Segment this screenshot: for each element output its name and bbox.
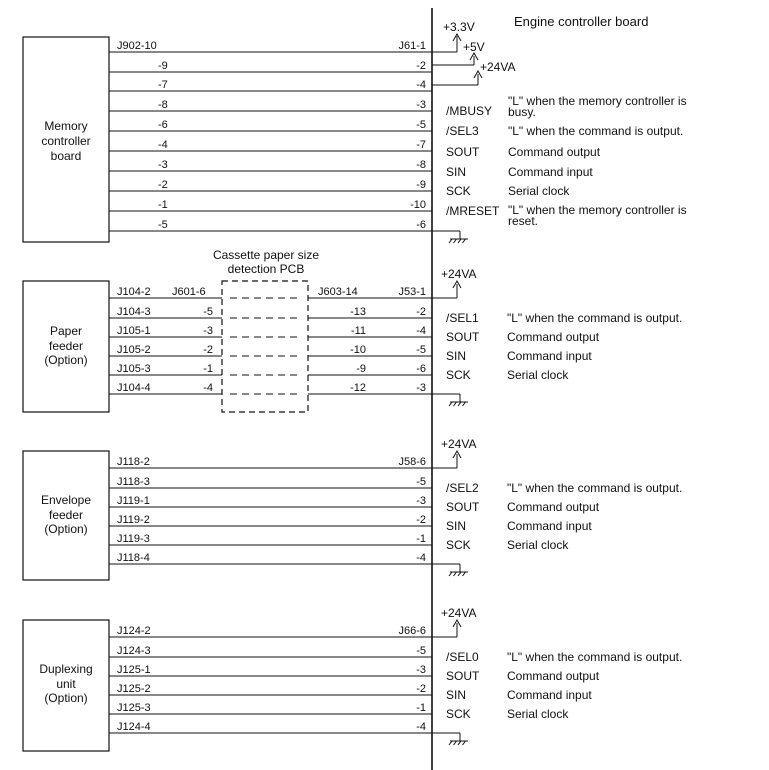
ground-hatch — [454, 572, 457, 576]
envelope_feeder-signal-name: SOUT — [446, 500, 480, 514]
paper_feeder-signal-desc: Command output — [507, 330, 600, 344]
duplexing_unit-left-pin: J125-1 — [117, 664, 151, 676]
envelope_feeder-left-pin: J118-3 — [117, 476, 150, 488]
memory-right-pin: -9 — [416, 179, 426, 191]
mem-signal-mreset: /MRESET — [446, 204, 500, 218]
memory-right-pin: -4 — [416, 79, 426, 91]
duplexing_unit-left-pin: J124-2 — [117, 625, 151, 637]
envelope-feeder-wires — [109, 468, 432, 564]
envelope_feeder-signal-name: SCK — [446, 538, 471, 552]
pcb-right-pin: -12 — [350, 382, 366, 394]
duplexing_unit-signal-desc: Serial clock — [507, 707, 569, 721]
paper_feeder-signal-desc: Serial clock — [507, 368, 569, 382]
paper_feeder-left-pin: J104-4 — [117, 382, 151, 394]
paper_feeder-left-pin: J104-2 — [117, 286, 151, 298]
pcb-right-pin: -11 — [350, 325, 366, 337]
duplexing_unit-right-pin: -1 — [416, 702, 426, 714]
ground-hatch — [454, 402, 457, 406]
duplexing-unit-wires — [109, 637, 432, 733]
ground-hatch — [463, 572, 466, 576]
memory-left-pin: -1 — [158, 199, 168, 211]
pcb-right-pin: J603-14 — [318, 286, 358, 298]
envelope_feeder-right-pin: -1 — [416, 533, 426, 545]
ground-hatch — [449, 402, 452, 406]
option-signals — [432, 267, 682, 721]
paper-box-label-3: (Option) — [44, 353, 88, 367]
paper_feeder-left-pin: J105-3 — [117, 363, 151, 375]
mem-signal-mbusy: /MBUSY — [446, 104, 493, 118]
duplexing_unit-left-pin: J124-3 — [117, 645, 151, 657]
paper_feeder-left-pin: J105-2 — [117, 344, 151, 356]
paper_feeder-signal-desc: Command input — [507, 349, 592, 363]
memory-left-pin: -5 — [158, 219, 168, 231]
memory-right-pins — [398, 40, 426, 231]
mem-desc-sin: Command input — [508, 165, 593, 179]
supply-24va-top-label: +24VA — [480, 60, 516, 74]
mem-signal-sout: SOUT — [446, 145, 480, 159]
envelope_feeder-right-pin: J58-6 — [398, 456, 426, 468]
mem-desc-sck: Serial clock — [508, 184, 570, 198]
envelope_feeder-signal-name: /SEL2 — [446, 481, 479, 495]
envelope_feeder-signal-name: SIN — [446, 519, 467, 533]
envelope_feeder-right-pin: -5 — [416, 476, 426, 488]
mem-desc-mbusy-2: busy. — [508, 105, 536, 119]
mem-desc-sel3: "L" when the command is output. — [508, 124, 684, 138]
ground-hatch — [454, 239, 457, 243]
memory-left-pin: -2 — [158, 179, 168, 191]
paper_feeder-right-pin: J53-1 — [398, 286, 426, 298]
memory-left-pin: -7 — [158, 79, 168, 91]
paper_feeder-right-pin: -2 — [416, 306, 426, 318]
duplexing_unit-right-pin: -5 — [416, 645, 426, 657]
supply-3v3-label: +3.3V — [443, 20, 475, 34]
ground-hatch — [449, 572, 452, 576]
envelope_feeder-signal-desc: Command output — [507, 500, 600, 514]
memory-left-pin: -9 — [158, 60, 168, 72]
memory-right-pin: -5 — [416, 119, 426, 131]
duplexing_unit-signal-desc: "L" when the command is output. — [507, 650, 683, 664]
paper_feeder-right-pin: -4 — [416, 325, 426, 337]
duplexing_unit-supply-label: +24VA — [441, 606, 477, 620]
memory-left-pin: -8 — [158, 99, 168, 111]
ground-hatch — [458, 741, 461, 745]
pcb-right-pin: -9 — [356, 363, 366, 375]
duplex-box-label-2: unit — [56, 677, 76, 691]
pcb-title-2: detection PCB — [227, 262, 305, 276]
duplexing_unit-left-pin: J125-2 — [117, 683, 151, 695]
memory-right-pin: -8 — [416, 159, 426, 171]
envelope_feeder-left-pin: J119-3 — [117, 533, 150, 545]
memory-box-label-2: controller — [41, 134, 91, 148]
ground-hatch — [463, 741, 466, 745]
duplexing_unit-signal-name: /SEL0 — [446, 650, 479, 664]
pcb-right-pin: -10 — [350, 344, 366, 356]
duplexing-unit-pins — [117, 625, 426, 733]
envelope_feeder-right-pin: -3 — [416, 495, 426, 507]
ground-hatch — [458, 239, 461, 243]
duplexing_unit-signal-name: SCK — [446, 707, 471, 721]
paper_feeder-signal-desc: "L" when the command is output. — [507, 311, 683, 325]
ground-hatch — [458, 402, 461, 406]
ground-hatch — [463, 402, 466, 406]
mem-desc-sout: Command output — [508, 145, 601, 159]
memory-box-label-3: board — [50, 149, 82, 163]
ground-hatch — [458, 572, 461, 576]
paper_feeder-right-pin: -5 — [416, 344, 426, 356]
paper-box-label-2: feeder — [48, 339, 84, 353]
memory-right-pin: J61-1 — [398, 40, 426, 52]
mem-signal-sel3: /SEL3 — [446, 124, 479, 138]
pcb-right-pin: -13 — [350, 306, 366, 318]
envelope_feeder-left-pin: J119-1 — [117, 495, 150, 507]
envelope_feeder-right-pin: -2 — [416, 514, 426, 526]
envelope-box-label-3: (Option) — [44, 522, 88, 536]
paper_feeder-left-pin: J104-3 — [117, 306, 151, 318]
duplexing_unit-right-pin: -2 — [416, 683, 426, 695]
paper_feeder-signal-name: SIN — [446, 349, 467, 363]
memory-right-pin: -10 — [410, 199, 426, 211]
envelope_feeder-left-pin: J118-4 — [117, 552, 150, 564]
envelope_feeder-signal-desc: Command input — [507, 519, 592, 533]
supply-24va-top — [480, 60, 515, 74]
mem-signal-sin: SIN — [446, 165, 467, 179]
paper_feeder-signal-name: SCK — [446, 368, 471, 382]
memory-right-pin: -7 — [416, 139, 426, 151]
duplex-box-label-1: Duplexing — [39, 662, 93, 676]
pcb-title-1: Cassette paper size — [212, 248, 320, 262]
envelope_feeder-left-pin: J118-2 — [117, 456, 150, 468]
envelope_feeder-supply-label: +24VA — [441, 437, 477, 451]
paper-box-label-1: Paper — [49, 324, 83, 338]
duplexing_unit-left-pin: J125-3 — [117, 702, 151, 714]
duplexing_unit-right-pin: -4 — [416, 721, 426, 733]
paper-feeder-pins — [117, 286, 426, 394]
pcb-left-pin: -5 — [203, 306, 213, 318]
duplexing_unit-signal-name: SOUT — [446, 669, 480, 683]
duplexing_unit-signal-name: SIN — [446, 688, 467, 702]
pcb-left-pin: -3 — [203, 325, 213, 337]
ground-hatch — [449, 239, 452, 243]
envelope_feeder-signal-desc: "L" when the command is output. — [507, 481, 683, 495]
paper_feeder-left-pin: J105-1 — [117, 325, 151, 337]
ground-hatch — [449, 741, 452, 745]
memory-right-pin: -2 — [416, 60, 426, 72]
paper_feeder-signal-name: /SEL1 — [446, 311, 479, 325]
memory-left-pin: -6 — [158, 119, 168, 131]
ground-hatch — [463, 239, 466, 243]
paper_feeder-supply-label: +24VA — [441, 267, 477, 281]
memory-right-pin: -3 — [416, 99, 426, 111]
mem-desc-mreset-2: reset. — [508, 214, 539, 228]
memory-left-pins — [117, 40, 168, 231]
duplexing_unit-signal-desc: Command output — [507, 669, 600, 683]
pcb-left-pin: -4 — [203, 382, 213, 394]
duplexing_unit-right-pin: -3 — [416, 664, 426, 676]
duplex-box-label-3: (Option) — [44, 691, 88, 705]
memory-box-label-1: Memory — [44, 119, 88, 133]
mem-desc-mbusy-1: "L" when the memory controller is — [508, 94, 687, 108]
memory-left-pin: J902-10 — [117, 40, 157, 52]
envelope-box-label-2: feeder — [48, 508, 84, 522]
supply-5v-label: +5V — [463, 40, 485, 54]
duplexing_unit-right-pin: J66-6 — [398, 625, 426, 637]
envelope_feeder-right-pin: -4 — [416, 552, 426, 564]
paper-feeder-wires — [109, 298, 432, 394]
mem-signal-sck: SCK — [446, 184, 471, 198]
duplexing_unit-signal-desc: Command input — [507, 688, 592, 702]
paper_feeder-signal-name: SOUT — [446, 330, 480, 344]
pcb-box — [222, 281, 308, 412]
envelope_feeder-signal-desc: Serial clock — [507, 538, 569, 552]
paper_feeder-right-pin: -3 — [416, 382, 426, 394]
envelope_feeder-left-pin: J119-2 — [117, 514, 150, 526]
duplexing_unit-left-pin: J124-4 — [117, 721, 151, 733]
engine-board-title: Engine controller board — [514, 14, 649, 29]
pcb-left-pin: -2 — [203, 344, 213, 356]
mem-desc-mreset-1: "L" when the memory controller is — [508, 203, 687, 217]
memory-left-pin: -3 — [158, 159, 168, 171]
envelope-box-label-1: Envelope — [40, 493, 92, 507]
ground-hatch — [454, 741, 457, 745]
pcb-left-pin: -1 — [203, 363, 213, 375]
envelope-feeder-pins — [117, 456, 426, 564]
memory-left-pin: -4 — [158, 139, 168, 151]
paper_feeder-right-pin: -6 — [416, 363, 426, 375]
pcb-left-pin: J601-6 — [172, 286, 206, 298]
memory-right-pin: -6 — [416, 219, 426, 231]
